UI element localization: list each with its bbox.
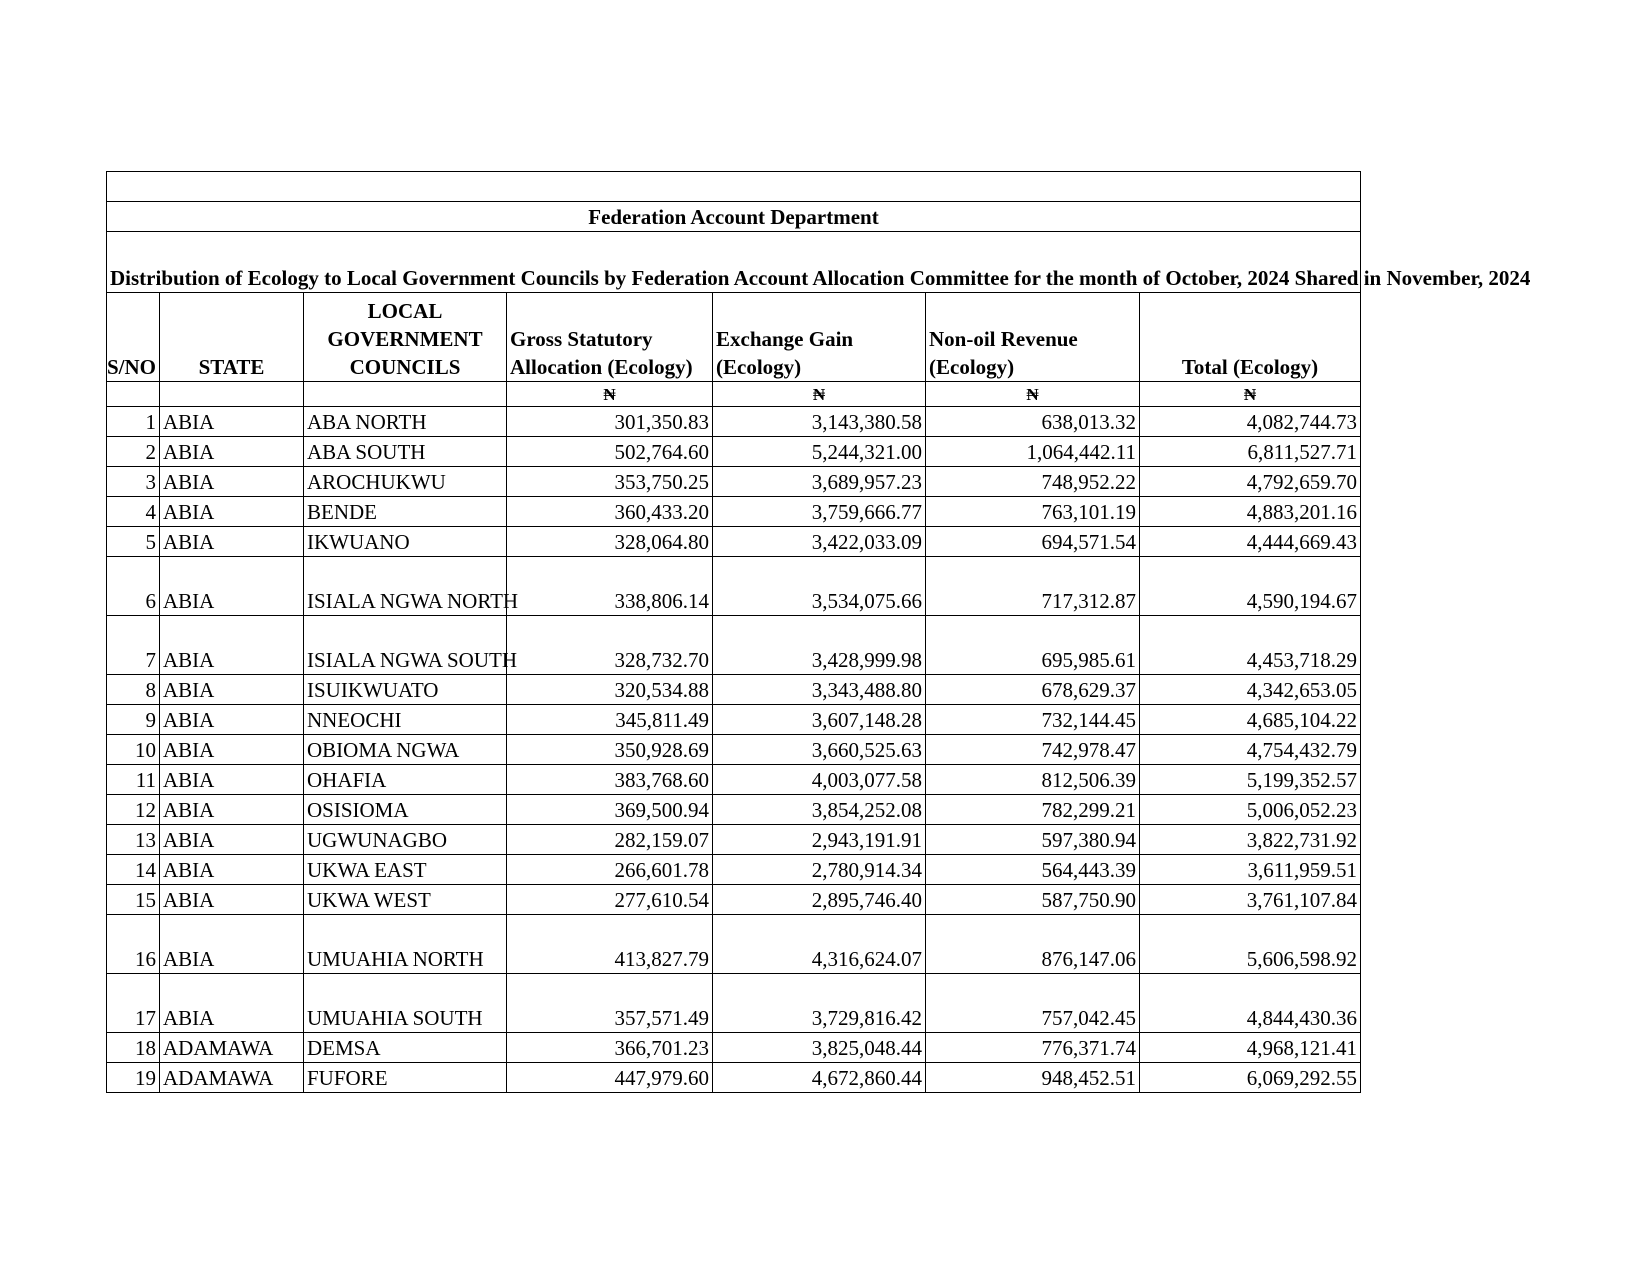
cell-state: ABIA — [160, 705, 304, 735]
table-row — [107, 795, 1361, 825]
cell-lgc: DEMSA — [304, 1033, 507, 1063]
cell-exchange: 3,428,999.98 — [713, 616, 926, 675]
cell-state: ABIA — [160, 616, 304, 675]
cell-exchange: 2,943,191.91 — [713, 825, 926, 855]
cell-state: ABIA — [160, 915, 304, 974]
cell-total: 4,590,194.67 — [1140, 557, 1361, 616]
cell-total: 6,811,527.71 — [1140, 437, 1361, 467]
table-row — [107, 885, 1361, 915]
cell-exchange: 3,825,048.44 — [713, 1033, 926, 1063]
currency-empty-cell — [160, 382, 304, 407]
cell-gross: 328,064.80 — [507, 527, 713, 557]
cell-total: 5,006,052.23 — [1140, 795, 1361, 825]
cell-gross: 413,827.79 — [507, 915, 713, 974]
table-row — [107, 467, 1361, 497]
header-row — [107, 293, 1361, 382]
table-row — [107, 765, 1361, 795]
cell-lgc: UKWA EAST — [304, 855, 507, 885]
cell-sno: 18 — [107, 1033, 160, 1063]
cell-gross: 369,500.94 — [507, 795, 713, 825]
cell-lgc: ISIALA NGWA SOUTH — [304, 616, 507, 675]
cell-nonoil: 763,101.19 — [926, 497, 1140, 527]
cell-lgc: ABA SOUTH — [304, 437, 507, 467]
cell-sno: 13 — [107, 825, 160, 855]
document-subtitle: Distribution of Ecology to Local Government Councils by Federation Account Allocation Committee for the month of October, 2024 Shared in November, 2024 — [107, 232, 1361, 293]
department-row — [107, 202, 1361, 232]
cell-lgc: UKWA WEST — [304, 885, 507, 915]
cell-state: ABIA — [160, 974, 304, 1033]
cell-lgc: FUFORE — [304, 1063, 507, 1093]
department-title: Federation Account Department — [107, 202, 1361, 232]
cell-lgc: AROCHUKWU — [304, 467, 507, 497]
cell-state: ABIA — [160, 855, 304, 885]
cell-nonoil: 812,506.39 — [926, 765, 1140, 795]
cell-lgc: UGWUNAGBO — [304, 825, 507, 855]
cell-sno: 2 — [107, 437, 160, 467]
cell-lgc: IKWUANO — [304, 527, 507, 557]
cell-state: ABIA — [160, 885, 304, 915]
cell-sno: 1 — [107, 407, 160, 437]
cell-lgc: ABA NORTH — [304, 407, 507, 437]
cell-nonoil: 876,147.06 — [926, 915, 1140, 974]
cell-total: 5,606,598.92 — [1140, 915, 1361, 974]
cell-exchange: 3,729,816.42 — [713, 974, 926, 1033]
header-gross: Gross Statutory Allocation (Ecology) — [507, 293, 713, 382]
cell-state: ABIA — [160, 675, 304, 705]
cell-lgc: BENDE — [304, 497, 507, 527]
cell-state: ADAMAWA — [160, 1033, 304, 1063]
cell-gross: 357,571.49 — [507, 974, 713, 1033]
table-row — [107, 974, 1361, 1033]
table-body — [107, 172, 1531, 1093]
cell-nonoil: 694,571.54 — [926, 527, 1140, 557]
cell-state: ABIA — [160, 825, 304, 855]
cell-exchange: 3,343,488.80 — [713, 675, 926, 705]
cell-gross: 447,979.60 — [507, 1063, 713, 1093]
cell-exchange: 4,672,860.44 — [713, 1063, 926, 1093]
cell-gross: 366,701.23 — [507, 1033, 713, 1063]
table-row — [107, 497, 1361, 527]
cell-exchange: 4,003,077.58 — [713, 765, 926, 795]
cell-state: ABIA — [160, 497, 304, 527]
currency-row — [107, 382, 1361, 407]
cell-total: 4,082,744.73 — [1140, 407, 1361, 437]
cell-nonoil: 1,064,442.11 — [926, 437, 1140, 467]
cell-exchange: 3,689,957.23 — [713, 467, 926, 497]
cell-nonoil: 748,952.22 — [926, 467, 1140, 497]
table-row — [107, 825, 1361, 855]
cell-nonoil: 564,443.39 — [926, 855, 1140, 885]
cell-state: ABIA — [160, 437, 304, 467]
cell-sno: 3 — [107, 467, 160, 497]
cell-total: 4,883,201.16 — [1140, 497, 1361, 527]
cell-lgc: NNEOCHI — [304, 705, 507, 735]
cell-gross: 328,732.70 — [507, 616, 713, 675]
table-row — [107, 557, 1361, 616]
cell-state: ABIA — [160, 467, 304, 497]
cell-total: 4,968,121.41 — [1140, 1033, 1361, 1063]
cell-state: ABIA — [160, 735, 304, 765]
cell-exchange: 3,143,380.58 — [713, 407, 926, 437]
cell-nonoil: 732,144.45 — [926, 705, 1140, 735]
cell-sno: 11 — [107, 765, 160, 795]
blank-cell — [107, 172, 1361, 202]
table-row — [107, 437, 1361, 467]
cell-lgc: ISIALA NGWA NORTH — [304, 557, 507, 616]
cell-total: 4,844,430.36 — [1140, 974, 1361, 1033]
cell-sno: 16 — [107, 915, 160, 974]
cell-gross: 277,610.54 — [507, 885, 713, 915]
table-row — [107, 1063, 1361, 1093]
header-sno: S/NO — [107, 293, 160, 382]
cell-nonoil: 638,013.32 — [926, 407, 1140, 437]
cell-sno: 17 — [107, 974, 160, 1033]
header-nonoil: Non-oil Revenue (Ecology) — [926, 293, 1140, 382]
cell-gross: 282,159.07 — [507, 825, 713, 855]
table-row — [107, 407, 1361, 437]
cell-lgc: OSISIOMA — [304, 795, 507, 825]
cell-total: 6,069,292.55 — [1140, 1063, 1361, 1093]
cell-exchange: 3,534,075.66 — [713, 557, 926, 616]
cell-total: 3,611,959.51 — [1140, 855, 1361, 885]
cell-total: 4,685,104.22 — [1140, 705, 1361, 735]
cell-total: 3,822,731.92 — [1140, 825, 1361, 855]
cell-total: 5,199,352.57 — [1140, 765, 1361, 795]
cell-state: ABIA — [160, 795, 304, 825]
cell-exchange: 3,759,666.77 — [713, 497, 926, 527]
header-lgc: LOCAL GOVERNMENT COUNCILS — [304, 293, 507, 382]
cell-gross: 345,811.49 — [507, 705, 713, 735]
cell-state: ADAMAWA — [160, 1063, 304, 1093]
cell-nonoil: 678,629.37 — [926, 675, 1140, 705]
cell-nonoil: 695,985.61 — [926, 616, 1140, 675]
blank-row — [107, 172, 1361, 202]
cell-exchange: 4,316,624.07 — [713, 915, 926, 974]
cell-gross: 350,928.69 — [507, 735, 713, 765]
cell-exchange: 2,895,746.40 — [713, 885, 926, 915]
cell-sno: 5 — [107, 527, 160, 557]
currency-empty-cell — [304, 382, 507, 407]
cell-total: 4,444,669.43 — [1140, 527, 1361, 557]
cell-sno: 12 — [107, 795, 160, 825]
header-state: STATE — [160, 293, 304, 382]
cell-gross: 320,534.88 — [507, 675, 713, 705]
cell-exchange: 5,244,321.00 — [713, 437, 926, 467]
table-row — [107, 675, 1361, 705]
header-exchange: Exchange Gain (Ecology) — [713, 293, 926, 382]
cell-lgc: UMUAHIA NORTH — [304, 915, 507, 974]
cell-sno: 6 — [107, 557, 160, 616]
table-row — [107, 1033, 1361, 1063]
currency-symbol: ₦ — [926, 382, 1140, 407]
cell-nonoil: 742,978.47 — [926, 735, 1140, 765]
cell-nonoil: 717,312.87 — [926, 557, 1140, 616]
currency-symbol: ₦ — [507, 382, 713, 407]
cell-lgc: OBIOMA NGWA — [304, 735, 507, 765]
cell-state: ABIA — [160, 407, 304, 437]
cell-exchange: 3,854,252.08 — [713, 795, 926, 825]
table-row — [107, 527, 1361, 557]
cell-nonoil: 776,371.74 — [926, 1033, 1140, 1063]
table-row — [107, 855, 1361, 885]
cell-gross: 383,768.60 — [507, 765, 713, 795]
cell-total: 4,453,718.29 — [1140, 616, 1361, 675]
cell-sno: 10 — [107, 735, 160, 765]
cell-state: ABIA — [160, 557, 304, 616]
table-row — [107, 915, 1361, 974]
cell-sno: 7 — [107, 616, 160, 675]
cell-gross: 360,433.20 — [507, 497, 713, 527]
cell-lgc: ISUIKWUATO — [304, 675, 507, 705]
allocation-table — [106, 171, 1531, 1093]
currency-empty-cell — [107, 382, 160, 407]
cell-exchange: 3,660,525.63 — [713, 735, 926, 765]
cell-total: 4,342,653.05 — [1140, 675, 1361, 705]
cell-nonoil: 782,299.21 — [926, 795, 1140, 825]
cell-sno: 4 — [107, 497, 160, 527]
cell-total: 4,754,432.79 — [1140, 735, 1361, 765]
currency-symbol: ₦ — [713, 382, 926, 407]
cell-lgc: OHAFIA — [304, 765, 507, 795]
subtitle-row — [107, 232, 1361, 293]
table-row — [107, 705, 1361, 735]
cell-nonoil: 948,452.51 — [926, 1063, 1140, 1093]
cell-exchange: 2,780,914.34 — [713, 855, 926, 885]
table-row — [107, 735, 1361, 765]
cell-exchange: 3,607,148.28 — [713, 705, 926, 735]
cell-gross: 301,350.83 — [507, 407, 713, 437]
cell-nonoil: 597,380.94 — [926, 825, 1140, 855]
cell-nonoil: 587,750.90 — [926, 885, 1140, 915]
cell-sno: 8 — [107, 675, 160, 705]
cell-sno: 19 — [107, 1063, 160, 1093]
cell-gross: 353,750.25 — [507, 467, 713, 497]
currency-symbol: ₦ — [1140, 382, 1361, 407]
cell-sno: 15 — [107, 885, 160, 915]
cell-sno: 14 — [107, 855, 160, 885]
cell-nonoil: 757,042.45 — [926, 974, 1140, 1033]
header-total: Total (Ecology) — [1140, 293, 1361, 382]
cell-state: ABIA — [160, 527, 304, 557]
cell-state: ABIA — [160, 765, 304, 795]
cell-lgc: UMUAHIA SOUTH — [304, 974, 507, 1033]
table-row — [107, 616, 1361, 675]
cell-gross: 338,806.14 — [507, 557, 713, 616]
cell-gross: 502,764.60 — [507, 437, 713, 467]
cell-exchange: 3,422,033.09 — [713, 527, 926, 557]
cell-total: 3,761,107.84 — [1140, 885, 1361, 915]
cell-gross: 266,601.78 — [507, 855, 713, 885]
cell-sno: 9 — [107, 705, 160, 735]
cell-total: 4,792,659.70 — [1140, 467, 1361, 497]
